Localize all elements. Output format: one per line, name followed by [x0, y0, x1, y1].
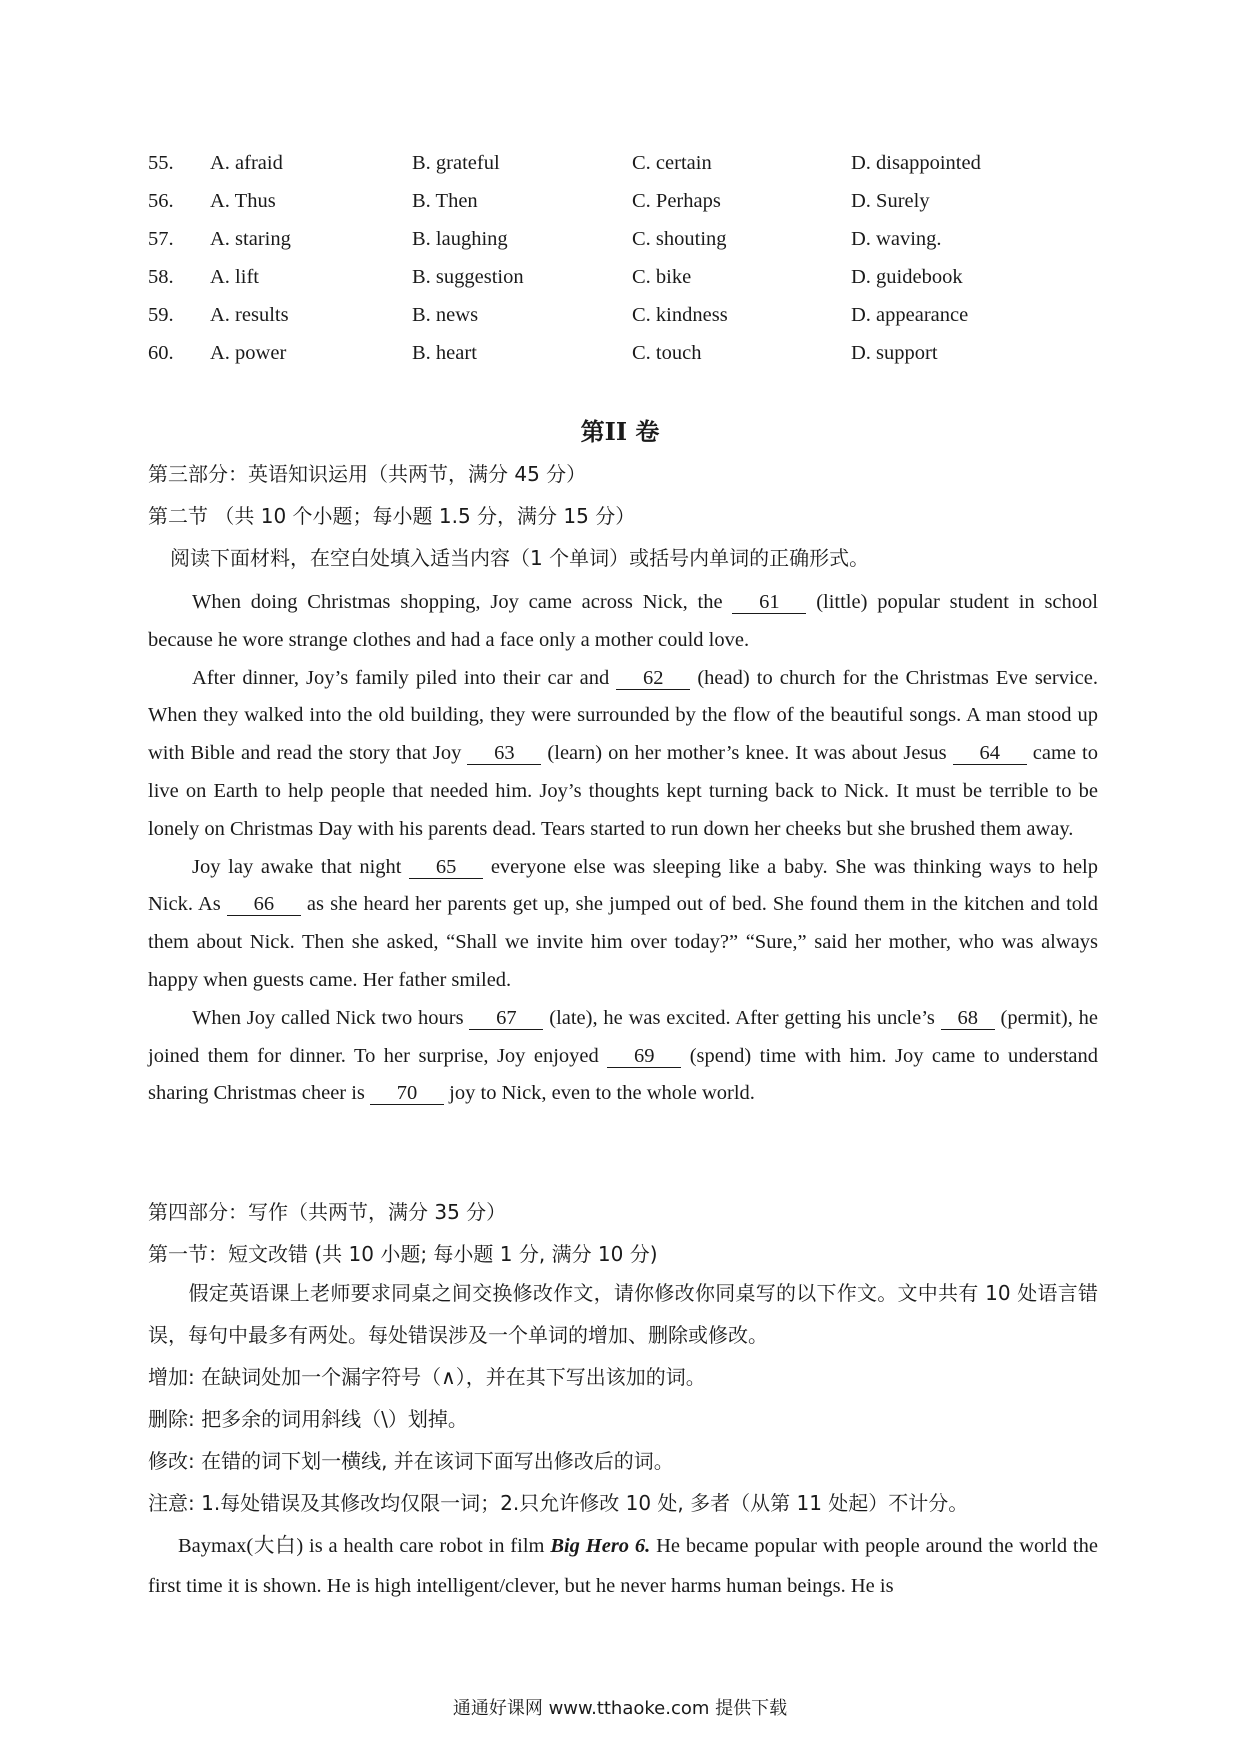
option-b: B. news: [412, 304, 479, 326]
question-number: 58.: [148, 266, 174, 288]
option-a: A. staring: [210, 228, 291, 250]
blank-69: 69: [607, 1045, 681, 1068]
blank-61: 61: [732, 591, 806, 614]
option-d: D. support: [851, 342, 938, 364]
option-c: C. kindness: [632, 304, 728, 326]
blank-64: 64: [953, 742, 1027, 765]
option-a: A. Thus: [210, 190, 276, 212]
passage-paragraph: After dinner, Joy’s family piled into their car and 62 (head) to church for the Christmas Eve service. When they walked into the old building, they were surrounded by the flow of the beautiful songs. A man stood up with Bible and read the story that Joy 63 (learn) on her mother’s knee. It was about Jesus 64 came to live on Earth to help people that needed him. Joy’s thoughts kept turning back to Nick. It must be terrible to be lonely on Christmas Day with his parents dead. Tears started to run down her cheeks but she brushed them away.: [148, 666, 1098, 840]
option-a: A. lift: [210, 266, 259, 288]
option-d: D. Surely: [851, 190, 930, 212]
option-d: D. appearance: [851, 304, 969, 326]
instruction-note: 注意: 1.每处错误及其修改均仅限一词；2.只允许修改 10 处, 多者（从第 11 处起）不计分。: [148, 1491, 969, 1515]
option-c: C. Perhaps: [632, 190, 721, 212]
option-row: [148, 334, 1048, 372]
option-c: C. certain: [632, 152, 712, 174]
blank-63: 63: [467, 742, 541, 765]
option-c: C. shouting: [632, 228, 727, 250]
instruction-delete: 删除: 把多余的词用斜线（\）划掉。: [148, 1407, 468, 1431]
error-correction-essay: [148, 1526, 1098, 1606]
blank-70: 70: [370, 1082, 444, 1105]
instruction-add: 增加: 在缺词处加一个漏字符号（∧），并在其下写出该加的词。: [148, 1365, 706, 1389]
option-a: A. power: [210, 342, 287, 364]
question-number: 57.: [148, 228, 174, 250]
instruction-modify: 修改: 在错的词下划一横线, 并在该词下面写出修改后的词。: [148, 1449, 674, 1473]
option-b: B. laughing: [412, 228, 508, 250]
blank-68: 68: [941, 1007, 995, 1030]
blank-65: 65: [409, 856, 483, 879]
option-row: [148, 258, 1048, 296]
download-footer: 通通好课网 www.tthaoke.com 提供下载: [452, 1698, 788, 1719]
question-number: 55.: [148, 152, 174, 174]
section-title: 第II 卷: [580, 417, 660, 446]
blank-67: 67: [469, 1007, 543, 1030]
part4-instructions: [148, 1272, 1098, 1524]
part4-subheading: 第一节：短文改错 (共 10 小题; 每小题 1 分, 满分 10 分): [148, 1242, 658, 1266]
option-row: [148, 220, 1048, 258]
option-c: C. bike: [632, 266, 692, 288]
part4-heading: 第四部分：写作（共两节，满分 35 分）: [148, 1200, 507, 1224]
part3-subheading: 第二节 （共 10 个小题；每小题 1.5 分，满分 15 分）: [148, 504, 636, 528]
option-row: [148, 182, 1048, 220]
blank-66: 66: [227, 893, 301, 916]
question-number: 56.: [148, 190, 174, 212]
question-number: 60.: [148, 342, 174, 364]
part3-heading: 第三部分：英语知识运用（共两节，满分 45 分）: [148, 462, 587, 486]
question-number: 59.: [148, 304, 174, 326]
option-d: D. guidebook: [851, 266, 963, 288]
option-row: [148, 296, 1048, 334]
part3-instruction: 阅读下面材料，在空白处填入适当内容（1 个单词）或括号内单词的正确形式。: [170, 546, 870, 570]
passage-paragraph: Joy lay awake that night 65 everyone else was sleeping like a baby. She was thinking ways to help Nick. As 66 as she heard her parents get up, she jumped out of bed. She found them in the kitchen and told them about Nick. Then she asked, “Shall we invite him over today?” “Sure,” said her mother, who was always happy when guests came. Her father smiled.: [148, 855, 1098, 991]
option-b: B. grateful: [412, 152, 500, 174]
option-row: [148, 144, 1048, 182]
essay-paragraph: Baymax(大白) is a health care robot in film Big Hero 6. He became popular with people around the world the first time it is shown. He is high intelligent/clever, but he never harms human beings. He is: [148, 1535, 1098, 1597]
option-a: A. results: [210, 304, 289, 326]
option-b: B. Then: [412, 190, 478, 212]
option-d: D. disappointed: [851, 152, 981, 174]
option-c: C. touch: [632, 342, 702, 364]
options-grid: [148, 144, 1048, 372]
passage-paragraph: When Joy called Nick two hours 67 (late), he was excited. After getting his uncle’s 68 (permit), he joined them for dinner. To her surprise, Joy enjoyed 69 (spend) time with him. Joy came to understand sharing Christmas cheer is 70 joy to Nick, even to the whole world.: [148, 1006, 1098, 1105]
instruction-text: 假定英语课上老师要求同桌之间交换修改作文，请你修改你同桌写的以下作文。文中共有 10 处语言错误，每句中最多有两处。每处错误涉及一个单词的增加、删除或修改。: [148, 1281, 1098, 1347]
passage-paragraph: When doing Christmas shopping, Joy came across Nick, the 61 (little) popular student in school because he wore strange clothes and had a face only a mother could love.: [148, 591, 1098, 651]
option-b: B. heart: [412, 342, 477, 364]
cloze-passage: [148, 584, 1098, 1113]
film-title: Big Hero 6.: [550, 1535, 651, 1557]
option-d: D. waving.: [851, 228, 942, 250]
option-a: A. afraid: [210, 152, 283, 174]
option-b: B. suggestion: [412, 266, 524, 288]
blank-62: 62: [616, 667, 690, 690]
